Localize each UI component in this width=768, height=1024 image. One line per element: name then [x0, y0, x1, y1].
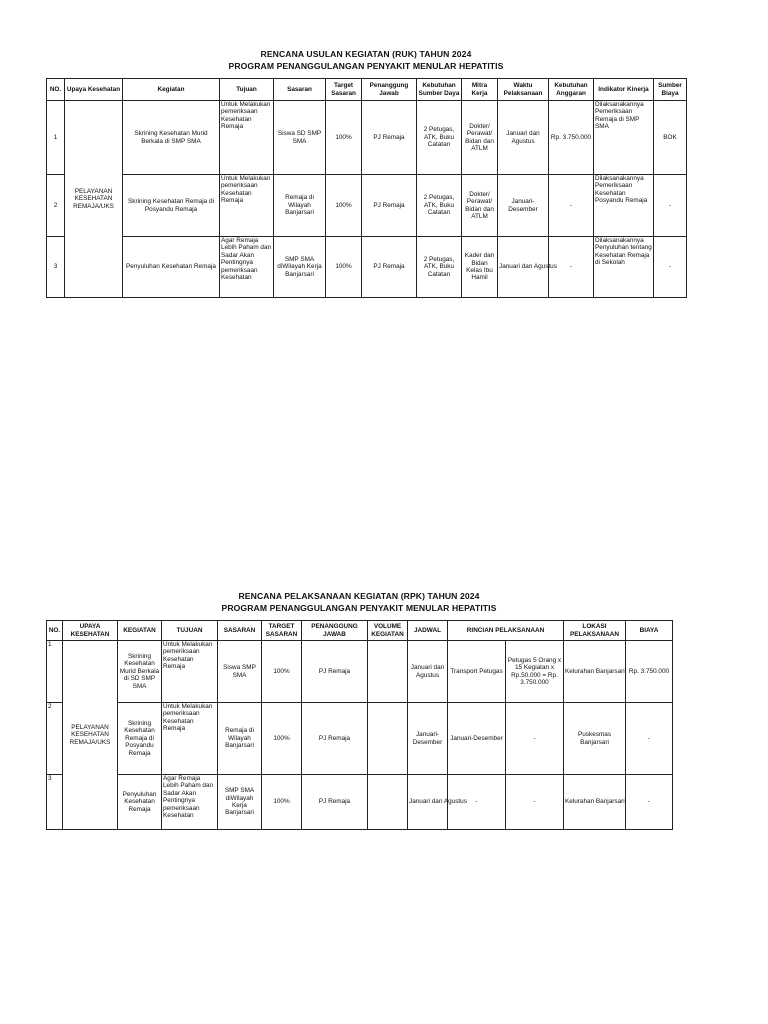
ruk-cell-upaya: PELAYANAN KESEHATAN REMAJA/UKS — [65, 101, 123, 298]
rpk-header-sasaran: SASARAN — [218, 621, 262, 641]
rpk-header-jadwal: JADWAL — [408, 621, 448, 641]
ruk-cell-no: 3 — [47, 237, 65, 298]
rpk-cell-rincian-a: Januari-Desember — [448, 703, 506, 775]
ruk-cell-biaya: - — [654, 237, 687, 298]
rpk-header-biaya: BIAYA — [626, 621, 673, 641]
ruk-subtitle: PROGRAM PENANGGULANGAN PENYAKIT MENULAR HEPATITIS — [228, 61, 504, 71]
ruk-cell-kegiatan: Skrining Kesehatan Remaja di Posyandu Remaja — [123, 175, 220, 237]
rpk-cell-jadwal: Januari-Desember — [408, 703, 448, 775]
ruk-cell-anggaran: Rp. 3.750.000 — [549, 101, 594, 175]
rpk-cell-biaya: - — [626, 703, 673, 775]
ruk-cell-no: 1 — [47, 101, 65, 175]
rpk-cell-no: 2 — [47, 703, 63, 775]
ruk-cell-no: 2 — [47, 175, 65, 237]
rpk-row — [47, 641, 673, 703]
ruk-header-anggaran: Kebutuhan Anggaran — [549, 79, 594, 101]
rpk-header-upaya: UPAYA KESEHATAN — [63, 621, 118, 641]
rpk-cell-no: 3 — [47, 775, 63, 830]
ruk-section — [46, 48, 686, 298]
ruk-cell-kegiatan: Skrining Kesehatan Murid Berkala di SMP SMA — [123, 101, 220, 175]
rpk-cell-biaya: - — [626, 775, 673, 830]
ruk-header-upaya: Upaya Kesehatan — [65, 79, 123, 101]
ruk-cell-indikator: Dilaksanakannya Pemeriksaan Kesehatan Posyandu Remaja — [594, 175, 654, 237]
ruk-cell-mitra: Dokter/ Perawat/ Bidan dan ATLM — [462, 175, 498, 237]
rpk-cell-rincian-b: Petugas 5 Orang x 15 Kegiatan x Rp.50.000 = Rp. 3.750.000 — [506, 641, 564, 703]
ruk-cell-indikator: Dilaksanakannya Pemeriksaan Remaja di SMP SMA — [594, 101, 654, 175]
rpk-cell-sasaran: Siswa SMP SMA — [218, 641, 262, 703]
rpk-cell-sasaran: Remaja di Wilayah Banjarsari — [218, 703, 262, 775]
rpk-cell-biaya: Rp. 3.750.000 — [626, 641, 673, 703]
ruk-header-pj: Penanggung Jawab — [362, 79, 417, 101]
rpk-cell-target: 100% — [262, 775, 302, 830]
ruk-cell-anggaran: - — [549, 237, 594, 298]
ruk-cell-biaya: BOK — [654, 101, 687, 175]
ruk-cell-indikator: Dilaksanakannya Penyuluhan tentang Kesehatan Remaja di Sekolah — [594, 237, 654, 298]
rpk-header-tujuan: TUJUAN — [162, 621, 218, 641]
rpk-cell-lokasi: Kelurahan Banjarsari — [564, 775, 626, 830]
rpk-cell-pj: PJ Remaja — [302, 775, 368, 830]
rpk-cell-target: 100% — [262, 641, 302, 703]
rpk-subtitle: PROGRAM PENANGGULANGAN PENYAKIT MENULAR HEPATITIS — [221, 603, 497, 613]
rpk-cell-volume — [368, 641, 408, 703]
ruk-cell-anggaran: - — [549, 175, 594, 237]
rpk-cell-upaya: PELAYANAN KESEHATAN REMAJA/UKS — [63, 641, 118, 830]
rpk-cell-volume — [368, 703, 408, 775]
ruk-cell-waktu: Januari dan Agustus — [498, 237, 549, 298]
ruk-table — [46, 78, 687, 298]
ruk-cell-target: 100% — [326, 237, 362, 298]
rpk-row — [47, 703, 673, 775]
rpk-title-block — [46, 590, 672, 614]
rpk-cell-kegiatan: Skrining Kesehatan Remaja di Posyandu Remaja — [118, 703, 162, 775]
ruk-title: RENCANA USULAN KEGIATAN (RUK) TAHUN 2024 — [260, 49, 472, 59]
ruk-header-kegiatan: Kegiatan — [123, 79, 220, 101]
ruk-cell-tujuan: Untuk Melakukan pemeriksaan Kesehatan Remaja — [220, 175, 274, 237]
ruk-header-target: Target Sasaran — [326, 79, 362, 101]
rpk-header-pj: PENANGGUNG JAWAB — [302, 621, 368, 641]
rpk-cell-jadwal: Januari dan Agustus — [408, 775, 448, 830]
rpk-cell-kegiatan: Penyuluhan Kesehatan Remaja — [118, 775, 162, 830]
rpk-cell-pj: PJ Remaja — [302, 641, 368, 703]
ruk-header-indikator: Indikator Kinerja — [594, 79, 654, 101]
ruk-row — [47, 237, 687, 298]
ruk-cell-sumber-daya: 2 Petugas, ATK, Buku Catatan — [417, 237, 462, 298]
ruk-cell-pj: PJ Remaja — [362, 175, 417, 237]
ruk-header-row — [47, 79, 687, 101]
ruk-cell-sasaran: Siswa SD SMP SMA — [274, 101, 326, 175]
ruk-cell-pj: PJ Remaja — [362, 101, 417, 175]
rpk-row — [47, 775, 673, 830]
rpk-cell-sasaran: SMP SMA diWilayah Kerja Banjarsari — [218, 775, 262, 830]
ruk-header-sumber-daya: Kebutuhan Sumber Daya — [417, 79, 462, 101]
ruk-cell-tujuan: Agar Remaja Lebih Paham dan Sadar Akan Pentingnya pemeriksaan Kesehatan — [220, 237, 274, 298]
ruk-header-biaya: Sumber Biaya — [654, 79, 687, 101]
ruk-cell-pj: PJ Remaja — [362, 237, 417, 298]
ruk-row — [47, 175, 687, 237]
rpk-header-lokasi: LOKASI PELAKSANAAN — [564, 621, 626, 641]
ruk-title-block — [46, 48, 686, 72]
rpk-header-no: NO. — [47, 621, 63, 641]
ruk-header-sasaran: Sasaran — [274, 79, 326, 101]
rpk-header-kegiatan: KEGIATAN — [118, 621, 162, 641]
ruk-cell-biaya: - — [654, 175, 687, 237]
rpk-cell-no: 1 — [47, 641, 63, 703]
ruk-cell-mitra: Kader dan Bidan Kelas Ibu Hamil — [462, 237, 498, 298]
rpk-cell-rincian-a: Transport Petugas — [448, 641, 506, 703]
ruk-cell-sasaran: Remaja di Wilayah Banjarsari — [274, 175, 326, 237]
rpk-cell-volume — [368, 775, 408, 830]
rpk-cell-rincian-b: - — [506, 775, 564, 830]
ruk-cell-sumber-daya: 2 Petugas, ATK, Buku Catatan — [417, 175, 462, 237]
ruk-cell-sasaran: SMP SMA diWilayah Kerja Banjarsari — [274, 237, 326, 298]
rpk-title: RENCANA PELAKSANAAN KEGIATAN (RPK) TAHUN 2024 — [238, 591, 480, 601]
ruk-cell-sumber-daya: 2 Petugas, ATK, Buku Catatan — [417, 101, 462, 175]
ruk-header-tujuan: Tujuan — [220, 79, 274, 101]
ruk-cell-tujuan: Untuk Melakukan pemeriksaan Kesehatan Remaja — [220, 101, 274, 175]
ruk-header-no: NO. — [47, 79, 65, 101]
ruk-cell-waktu: Januari dan Agustus — [498, 101, 549, 175]
rpk-section — [46, 590, 672, 830]
rpk-cell-lokasi: Puskesmas Banjarsari — [564, 703, 626, 775]
rpk-cell-rincian-a: - — [448, 775, 506, 830]
rpk-cell-lokasi: Kelurahan Banjarsari — [564, 641, 626, 703]
rpk-cell-kegiatan: Skrining Kesehatan Murid Berkala di SD SMP SMA — [118, 641, 162, 703]
rpk-cell-tujuan: Untuk Melakukan pemeriksaan Kesehatan Remaja — [162, 703, 218, 775]
rpk-cell-pj: PJ Remaja — [302, 703, 368, 775]
ruk-cell-kegiatan: Penyuluhan Kesehatan Remaja — [123, 237, 220, 298]
ruk-cell-target: 100% — [326, 101, 362, 175]
rpk-header-volume: VOLUME KEGIATAN — [368, 621, 408, 641]
rpk-header-row — [47, 621, 673, 641]
rpk-header-target: TARGET SASARAN — [262, 621, 302, 641]
rpk-cell-tujuan: Agar Remaja Lebih Paham dan Sadar Akan Pentingnya pemeriksaan Kesehatan — [162, 775, 218, 830]
ruk-row — [47, 101, 687, 175]
rpk-cell-target: 100% — [262, 703, 302, 775]
rpk-header-rincian: RINCIAN PELAKSANAAN — [448, 621, 564, 641]
ruk-cell-target: 100% — [326, 175, 362, 237]
ruk-cell-mitra: Dokter/ Perawat/ Bidan dan ATLM — [462, 101, 498, 175]
rpk-cell-jadwal: Januari dan Agustus — [408, 641, 448, 703]
rpk-cell-rincian-b: - — [506, 703, 564, 775]
rpk-cell-tujuan: Untuk Melakukan pemeriksaan Kesehatan Remaja — [162, 641, 218, 703]
ruk-header-waktu: Waktu Pelaksanaan — [498, 79, 549, 101]
rpk-table — [46, 620, 673, 830]
ruk-header-mitra: Mitra Kerja — [462, 79, 498, 101]
ruk-cell-waktu: Januari-Desember — [498, 175, 549, 237]
